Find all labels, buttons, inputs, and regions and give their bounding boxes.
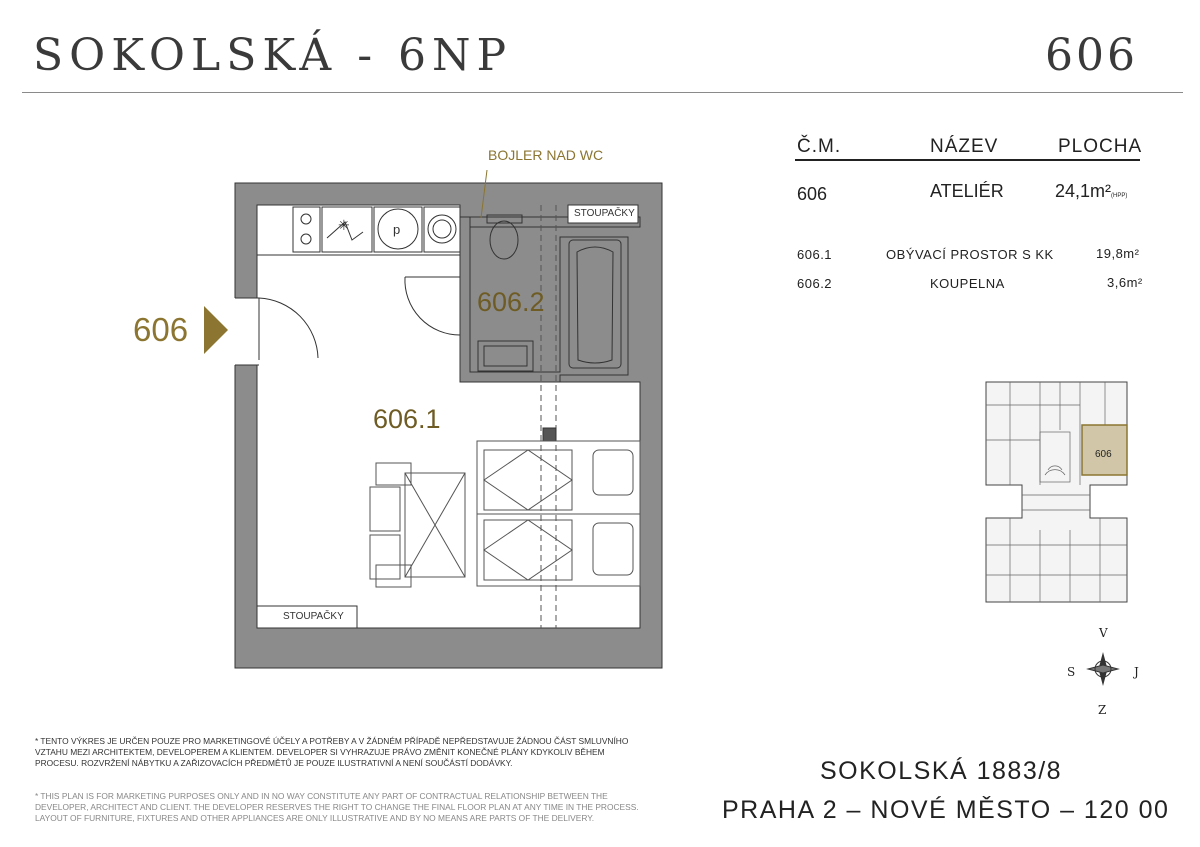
key-plan (986, 382, 1127, 602)
address-line-2: PRAHA 2 – NOVÉ MĚSTO – 120 00 (722, 796, 1170, 824)
compass-north: V (1099, 626, 1108, 640)
unit-area-note: (HPP) (1111, 193, 1128, 199)
key-plan-unit-label: 606 (1095, 449, 1112, 460)
room-row-area: 3,6m² (1107, 275, 1143, 290)
room-row-number: 606.1 (797, 247, 833, 262)
room-row-area: 19,8m² (1096, 246, 1140, 261)
address-line-1: SOKOLSKÁ 1883/8 (820, 757, 1063, 785)
entry-door-swing (259, 298, 318, 358)
cooktop-glyph: ✳ (338, 217, 350, 233)
compass-rose (1088, 654, 1118, 684)
column (543, 428, 556, 441)
compass-west: S (1067, 665, 1076, 679)
disclaimer-en: * THIS PLAN IS FOR MARKETING PURPOSES ONLY AND IN NO WAY CONSTITUTE ANY PART OF CONTRACTUAL RELATIONSHIP BETWEEN THE DEVELOPER, ARCHITECT AND CLIENT. THE DEVELOPER RESERVES THE RIGHT TO CHANGE THE FINAL FLOOR PLAN AT ANY TIME IN THE PROCESS. LAYOUT OF FURNITURE, FIXTURES AND OTHER APPLIANCES ARE ONLY ILLUSTRATIVE AND BY NO MEANS ARE PARTS OF THE DELIVERY. (35, 791, 639, 823)
boiler-note: BOJLER NAD WC (488, 147, 604, 163)
col-header-name: NÁZEV (930, 136, 999, 157)
riser-label-bottom: STOUPAČKY (283, 611, 344, 622)
compass-south: Z (1098, 703, 1107, 717)
entrance-label: 606 (133, 311, 189, 348)
table-and-chairs (370, 463, 465, 587)
unit-number: 606 (1045, 30, 1138, 81)
room-row-name: KOUPELNA (930, 276, 1005, 291)
room-row-name: OBÝVACÍ PROSTOR S KK (886, 247, 1054, 262)
col-header-area: PLOCHA (1058, 136, 1143, 157)
room-label-living: 606.1 (373, 404, 441, 434)
kitchen-counter (257, 205, 460, 255)
unit-row-name: ATELIÉR (930, 181, 1004, 201)
col-header-number: Č.M. (797, 136, 842, 157)
unit-row-number: 606 (797, 184, 828, 204)
unit-area-value: 24,1m² (1055, 181, 1112, 201)
page-title: SOKOLSKÁ - 6NP (33, 30, 513, 81)
bathroom-door-swing (405, 277, 460, 335)
door-opening (233, 298, 259, 365)
bed (477, 441, 640, 586)
compass-east: J (1134, 665, 1139, 679)
room-row-number: 606.2 (797, 276, 833, 291)
room-label-bathroom: 606.2 (477, 287, 545, 317)
fridge-glyph: p (393, 222, 401, 237)
disclaimer-cz: * TENTO VÝKRES JE URČEN POUZE PRO MARKETINGOVÉ ÚČELY A POTŘEBY A V ŽÁDNÉM PŘÍPADĚ NEPŘEDSTAVUJE ŽÁDNOU ČÁST SMLUVNÍHO VZTAHU MEZI ARCHITEKTEM, DEVELOPEREM A KLIENTEM. DEVELOPER SI VYHRAZUJE PRÁVO ZMĚNIT KONEČNÉ PLÁNY KDYKOLIV BĚHEM PROCESU. ROZVRŽENÍ NÁBYTKU A ZAŘIZOVACÍCH PŘEDMĚTŮ JE POUZE ILUSTRATIVNÍ A NENÍ SOUČÁSTÍ DODÁVKY. (35, 736, 629, 768)
entrance-arrow (204, 306, 228, 354)
riser-label-top: STOUPAČKY (574, 208, 635, 219)
